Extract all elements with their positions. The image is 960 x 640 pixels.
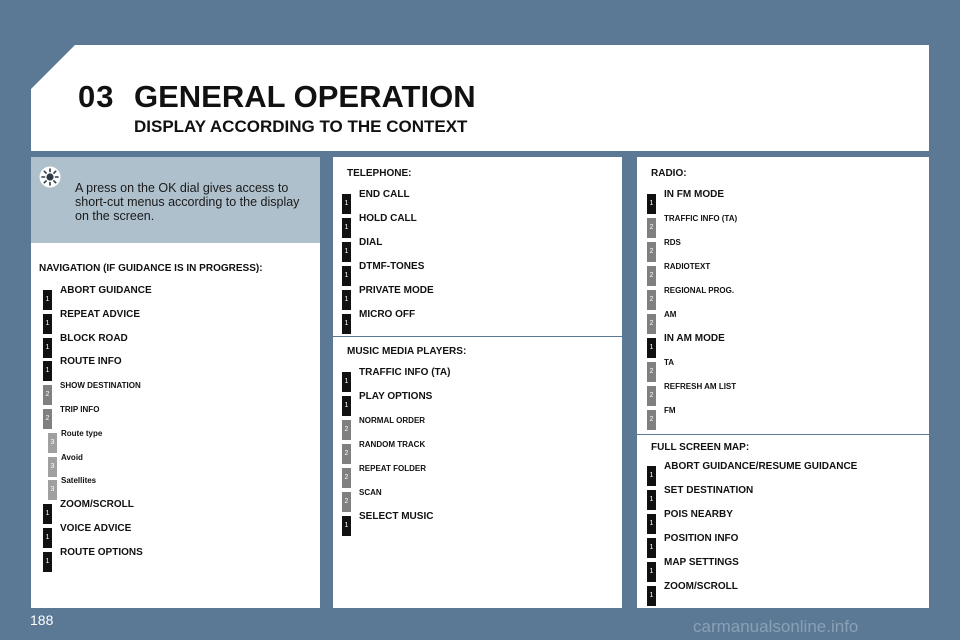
- level-badge: 1: [342, 266, 351, 286]
- menu-item-label: NORMAL ORDER: [359, 416, 426, 425]
- menu-item-label: ROUTE INFO: [60, 356, 122, 368]
- telephone-music-panel: [333, 157, 622, 608]
- menu-item-label: Satellites: [61, 476, 97, 486]
- menu-item-label: REPEAT FOLDER: [359, 464, 426, 473]
- level-badge: 2: [647, 386, 656, 406]
- level-badge: 1: [647, 514, 656, 534]
- tip-box: [31, 157, 320, 243]
- level-badge: 1: [342, 396, 351, 416]
- menu-item-label: PLAY OPTIONS: [359, 391, 433, 402]
- level-badge: 1: [43, 528, 52, 548]
- menu-item-label: ABORT GUIDANCE: [60, 285, 152, 296]
- menu-item-label: ABORT GUIDANCE/RESUME GUIDANCE: [664, 461, 858, 472]
- menu-item-label: DTMF-TONES: [359, 261, 425, 272]
- level-badge: 1: [43, 361, 52, 381]
- section-divider: [333, 336, 622, 337]
- level-badge: 3: [48, 433, 57, 453]
- menu-item-label: REPEAT ADVICE: [60, 308, 141, 320]
- menu-item-label: TRIP INFO: [60, 405, 100, 414]
- level-badge: 2: [342, 420, 351, 440]
- menu-item-label: HOLD CALL: [359, 213, 417, 224]
- level-badge: 2: [43, 409, 52, 429]
- level-badge: 1: [647, 338, 656, 358]
- level-badge: 2: [647, 410, 656, 430]
- menu-item-label: Route type: [61, 428, 103, 438]
- menu-item-label: Avoid: [61, 452, 83, 462]
- level-badge: 1: [647, 538, 656, 558]
- level-badge: 1: [342, 372, 351, 392]
- level-badge: 1: [647, 562, 656, 582]
- menu-item-label: SHOW DESTINATION: [60, 381, 141, 391]
- level-badge: 1: [342, 194, 351, 214]
- menu-item-label: TRAFFIC INFO (TA): [359, 367, 451, 378]
- level-badge: 2: [647, 242, 656, 262]
- level-badge: 2: [342, 444, 351, 464]
- menu-item-label: MICRO OFF: [359, 309, 416, 320]
- level-badge: 1: [342, 516, 351, 536]
- menu-item-label: BLOCK ROAD: [60, 332, 128, 344]
- watermark: carmanualsonline.info: [693, 617, 859, 636]
- menu-item-label: FM: [664, 406, 676, 415]
- level-badge: 2: [43, 385, 52, 405]
- menu-item-label: DIAL: [359, 237, 383, 248]
- menu-item-label: MAP SETTINGS: [664, 557, 739, 568]
- menu-item-label: POSITION INFO: [664, 533, 739, 544]
- menu-item-label: REFRESH AM LIST: [664, 382, 737, 391]
- level-badge: 2: [647, 218, 656, 238]
- menu-item-label: IN AM MODE: [664, 333, 725, 344]
- level-badge: 2: [647, 314, 656, 334]
- level-badge: 1: [342, 218, 351, 238]
- level-badge: 2: [342, 468, 351, 488]
- menu-item-label: REGIONAL PROG.: [664, 286, 735, 295]
- level-badge: 3: [48, 457, 57, 477]
- menu-item-label: RADIOTEXT: [664, 262, 711, 271]
- fullmap-title: FULL SCREEN MAP:: [651, 442, 750, 453]
- menu-item-label: RDS: [664, 238, 681, 247]
- level-badge: 1: [647, 466, 656, 486]
- menu-item-label: RANDOM TRACK: [359, 440, 426, 449]
- level-badge: 1: [342, 290, 351, 310]
- level-badge: 3: [48, 480, 57, 500]
- menu-item-label: ZOOM/SCROLL: [664, 581, 738, 592]
- menu-item-label: END CALL: [359, 189, 410, 200]
- level-badge: 1: [342, 242, 351, 262]
- music-title: MUSIC MEDIA PLAYERS:: [347, 346, 467, 357]
- menu-item-label: VOICE ADVICE: [60, 523, 132, 534]
- level-badge: 1: [43, 338, 52, 358]
- menu-item-label: ROUTE OPTIONS: [60, 546, 143, 558]
- sun-icon: [39, 166, 61, 188]
- level-badge: 1: [43, 552, 52, 572]
- level-badge: 2: [647, 266, 656, 286]
- menu-item-label: IN FM MODE: [664, 189, 724, 200]
- menu-item-label: ZOOM/SCROLL: [60, 499, 134, 511]
- menu-item-label: POIS NEARBY: [664, 509, 733, 520]
- menu-item-label: SELECT MUSIC: [359, 511, 434, 522]
- page-number: 188: [30, 612, 54, 628]
- level-badge: 1: [43, 504, 52, 524]
- chapter-title: GENERAL OPERATION: [134, 79, 476, 114]
- menu-item-label: SCAN: [359, 488, 382, 497]
- level-badge: 2: [342, 492, 351, 512]
- radio-title: RADIO:: [651, 168, 687, 179]
- level-badge: 2: [647, 362, 656, 382]
- level-badge: 1: [43, 314, 52, 334]
- level-badge: 1: [647, 194, 656, 214]
- menu-item-label: TA: [664, 358, 675, 367]
- tip-text: A press on the OK dial gives access to short-cut menus according to the display on the screen.: [75, 181, 300, 223]
- level-badge: 2: [647, 290, 656, 310]
- chapter-number: 03: [78, 79, 115, 114]
- menu-item-label: TRAFFIC INFO (TA): [664, 214, 738, 223]
- navigation-title: NAVIGATION (IF GUIDANCE IS IN PROGRESS):: [39, 263, 263, 274]
- telephone-title: TELEPHONE:: [347, 168, 412, 179]
- level-badge: 1: [43, 290, 52, 310]
- chapter-subtitle: DISPLAY ACCORDING TO THE CONTEXT: [134, 117, 468, 136]
- menu-item-label: SET DESTINATION: [664, 485, 754, 496]
- section-divider: [637, 434, 929, 435]
- level-badge: 1: [647, 586, 656, 606]
- level-badge: 1: [647, 490, 656, 510]
- level-badge: 1: [342, 314, 351, 334]
- menu-item-label: AM: [664, 310, 677, 319]
- menu-item-label: PRIVATE MODE: [359, 285, 434, 296]
